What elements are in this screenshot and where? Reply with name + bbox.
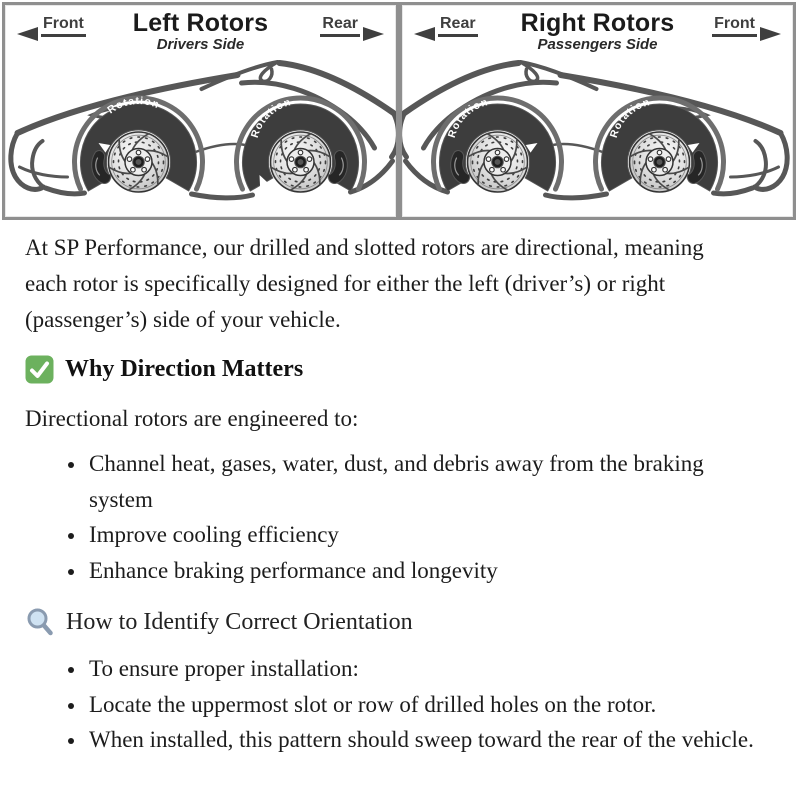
lead-sentence: Directional rotors are engineered to: <box>25 406 359 431</box>
left-panel-header <box>5 5 396 55</box>
section-heading-text: Why Direction Matters <box>65 356 304 382</box>
rotation-label-front: Rotation <box>607 96 652 140</box>
car-left-illustration <box>5 55 396 217</box>
direction-label: Front <box>41 15 86 37</box>
left-arrow-icon <box>17 26 41 42</box>
right-arrow-icon <box>360 26 384 42</box>
list-item: • Locate the uppermost slot or row of drilled holes on the rotor. <box>87 687 772 723</box>
panel-subtitle: Drivers Side <box>156 36 245 53</box>
rotation-label-front: Rotation <box>105 94 162 117</box>
section-heading-text: How to Identify Correct Orientation <box>66 608 413 635</box>
car-right-illustration <box>402 55 793 217</box>
list-item: • Enhance braking performance and longevity <box>87 553 772 589</box>
right-panel-header <box>402 5 793 55</box>
article-body <box>0 220 800 758</box>
installation-list <box>25 651 772 758</box>
direction-label: Rear <box>320 15 360 37</box>
panel-title: Left Rotors <box>132 9 269 37</box>
direction-label: Front <box>712 15 757 37</box>
benefits-list <box>25 446 772 588</box>
list-item: • Improve cooling efficiency <box>87 517 772 553</box>
front-direction-indicator <box>712 15 781 37</box>
list-item: • Channel heat, gases, water, dust, and debris away from the braking system <box>87 446 772 517</box>
rotor-direction-figure <box>0 0 800 220</box>
rear-direction-indicator <box>320 15 384 37</box>
front-direction-indicator <box>17 15 86 37</box>
list-item: • When installed, this pattern should sweep toward the rear of the vehicle. <box>87 722 772 758</box>
direction-label: Rear <box>438 15 478 37</box>
section-heading-why-direction-matters <box>25 355 772 384</box>
section-heading-identify-orientation <box>25 607 772 637</box>
rotation-label-rear: Rotation <box>445 96 490 140</box>
panel-subtitle: Passengers Side <box>537 36 658 53</box>
rotation-label-rear: Rotation <box>248 96 293 140</box>
list-item: • To ensure proper installation: <box>87 651 772 687</box>
panel-title: Right Rotors <box>520 9 675 37</box>
magnifying-glass-icon <box>25 607 55 637</box>
intro-paragraph: At SP Performance, our drilled and slotted rotors are directional, meaning each rotor is specifically designed for either the left (driver’s) or right (passenger’s) side of your vehicle. <box>25 235 704 332</box>
right-rotors-panel <box>399 2 796 220</box>
left-arrow-icon <box>414 26 438 42</box>
rear-direction-indicator <box>414 15 478 37</box>
green-check-mark-icon <box>25 355 54 384</box>
left-rotors-panel <box>2 2 399 220</box>
right-arrow-icon <box>757 26 781 42</box>
